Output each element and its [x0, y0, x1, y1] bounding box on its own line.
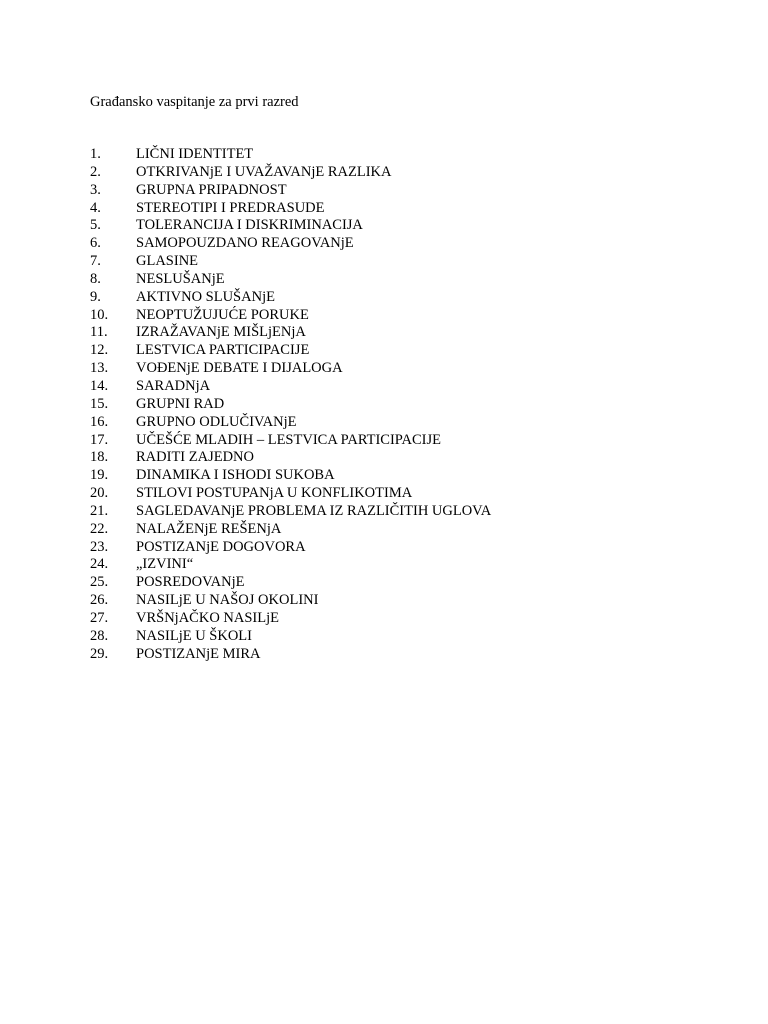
item-number: 27.	[90, 609, 109, 626]
item-label: NASILjE U ŠKOLI	[136, 627, 252, 644]
item-label: NESLUŠANjE	[136, 270, 225, 287]
item-number: 13.	[90, 360, 109, 377]
list-item	[90, 200, 491, 218]
list-item	[90, 289, 491, 307]
item-number: 29.	[90, 645, 109, 662]
item-number: 26.	[90, 592, 109, 609]
list-item	[90, 432, 491, 450]
list-item	[90, 396, 491, 414]
item-number: 17.	[90, 431, 109, 448]
list-item	[90, 146, 491, 164]
item-label: SARADNjA	[136, 377, 211, 394]
item-label: STEREOTIPI I PREDRASUDE	[136, 199, 325, 216]
item-number: 24.	[90, 556, 109, 573]
list-item	[90, 253, 491, 271]
item-number: 14.	[90, 377, 109, 394]
item-label: DINAMIKA I ISHODI SUKOBA	[136, 467, 335, 484]
item-label: UČEŠĆE MLADIH – LESTVICA PARTICIPACIJE	[136, 431, 442, 448]
item-label: GRUPNI RAD	[136, 395, 225, 412]
list-item	[90, 182, 491, 200]
item-label: „IZVINI“	[136, 556, 194, 573]
list-item	[90, 610, 491, 628]
item-label: GLASINE	[136, 253, 199, 270]
list-item	[90, 217, 491, 235]
item-label: VRŠNjAČKO NASILjE	[136, 609, 279, 626]
item-number: 15.	[90, 395, 109, 412]
item-label: IZRAŽAVANjE MIŠLjENjA	[136, 324, 306, 341]
item-number: 20.	[90, 485, 109, 502]
list-item	[90, 307, 491, 325]
item-label: NEOPTUŽUJUĆE PORUKE	[136, 306, 309, 323]
list-item	[90, 521, 491, 539]
item-label: NALAŽENjE REŠENjA	[136, 520, 282, 537]
topic-list	[90, 146, 491, 663]
item-label: RADITI ZAJEDNO	[136, 449, 254, 466]
item-number: 2.	[90, 163, 101, 180]
item-number: 28.	[90, 627, 109, 644]
item-number: 21.	[90, 502, 109, 519]
list-item	[90, 574, 491, 592]
list-item	[90, 324, 491, 342]
item-number: 8.	[90, 270, 101, 287]
list-item	[90, 485, 491, 503]
item-number: 16.	[90, 413, 109, 430]
list-item	[90, 646, 491, 664]
item-number: 1.	[90, 146, 101, 162]
list-item	[90, 414, 491, 432]
list-item	[90, 539, 491, 557]
list-item	[90, 164, 491, 182]
list-item	[90, 556, 491, 574]
item-label: VOĐENjE DEBATE I DIJALOGA	[136, 360, 343, 377]
item-label: STILOVI POSTUPANjA U KONFLIKOTIMA	[136, 485, 413, 502]
list-item	[90, 360, 491, 378]
item-label: GRUPNA PRIPADNOST	[136, 181, 287, 198]
item-number: 11.	[90, 324, 108, 341]
item-number: 7.	[90, 253, 101, 270]
item-number: 19.	[90, 467, 109, 484]
list-item	[90, 592, 491, 610]
item-label: LESTVICA PARTICIPACIJE	[136, 342, 310, 359]
item-number: 10.	[90, 306, 109, 323]
list-item	[90, 342, 491, 360]
item-number: 23.	[90, 538, 109, 555]
item-number: 22.	[90, 520, 109, 537]
item-label: OTKRIVANjE I UVAŽAVANjE RAZLIKA	[136, 163, 392, 180]
item-number: 9.	[90, 288, 101, 305]
item-label: SAMOPOUZDANO REAGOVANjE	[136, 235, 354, 252]
list-item	[90, 467, 491, 485]
list-item	[90, 271, 491, 289]
item-label: GRUPNO ODLUČIVANjE	[136, 413, 297, 430]
list-item	[90, 628, 491, 646]
item-label: NASILjE U NAŠOJ OKOLINI	[136, 592, 319, 609]
list-item	[90, 378, 491, 396]
item-number: 5.	[90, 217, 101, 234]
document-title: Građansko vaspitanje za prvi razred	[90, 94, 299, 110]
list-item	[90, 503, 491, 521]
list-item	[90, 235, 491, 253]
item-label: AKTIVNO SLUŠANjE	[136, 288, 275, 305]
item-label: TOLERANCIJA I DISKRIMINACIJA	[136, 217, 363, 234]
item-label: POSREDOVANjE	[136, 574, 245, 591]
item-number: 4.	[90, 199, 101, 216]
item-number: 25.	[90, 574, 109, 591]
item-number: 3.	[90, 181, 101, 198]
item-label: POSTIZANjE DOGOVORA	[136, 538, 306, 555]
item-label: LIČNI IDENTITET	[136, 146, 254, 162]
item-number: 12.	[90, 342, 109, 359]
list-item	[90, 449, 491, 467]
item-label: POSTIZANjE MIRA	[136, 645, 261, 662]
item-number: 18.	[90, 449, 109, 466]
item-number: 6.	[90, 235, 101, 252]
item-label: SAGLEDAVANjE PROBLEMA IZ RAZLIČITIH UGLOVA	[136, 502, 492, 519]
